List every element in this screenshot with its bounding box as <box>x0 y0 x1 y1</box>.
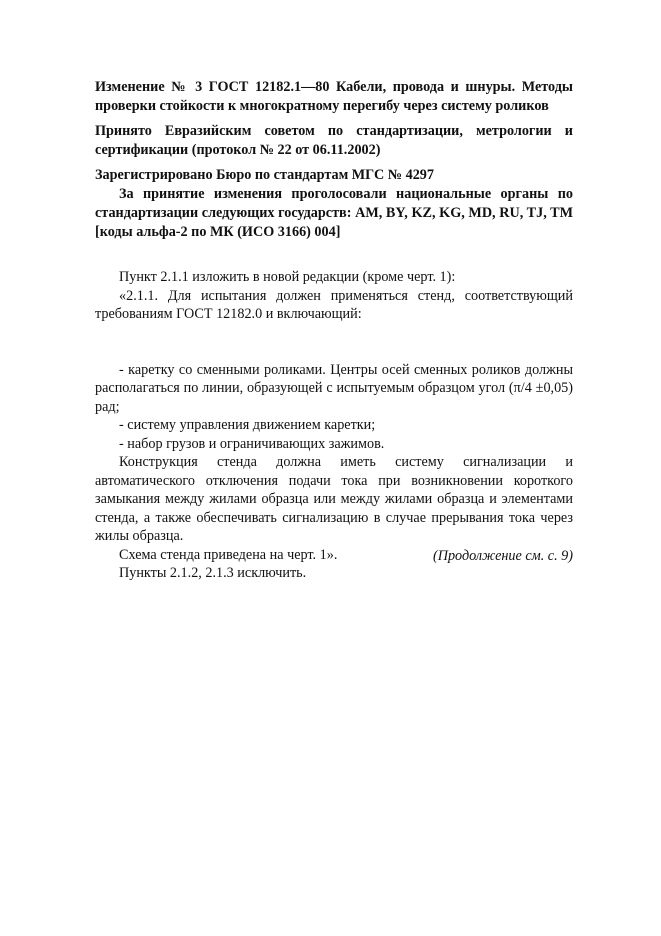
adoption-note: Принято Евразийским советом по стандартизации, метрологии и сертификации (протокол № 22 от 06.11.2002) <box>95 123 573 158</box>
paragraph-clause: «2.1.1. Для испытания должен применяться стенд, соответствующий требованиям ГОСТ 12182.0 и включающий: <box>95 287 573 322</box>
list-item-weights: - набор грузов и ограничивающих зажимов. <box>119 435 385 452</box>
continuation-note: (Продолжение см. с. 9) <box>432 548 573 564</box>
paragraph-scheme: Схема стенда приведена на черт. 1». <box>119 546 338 563</box>
document-page <box>95 78 573 583</box>
paragraph-exclude: Пункты 2.1.2, 2.1.3 исключить. <box>119 565 307 581</box>
blank-space <box>95 324 573 361</box>
list-item-control: - систему управления движением каретки; <box>119 417 376 433</box>
registration-note: Зарегистрировано Бюро по стандартам МГС № 4297 <box>95 167 434 183</box>
paragraph-intro: Пункт 2.1.1 изложить в новой редакции (кроме черт. 1): <box>119 269 456 285</box>
paragraph-construction: Конструкция стенда должна иметь систему сигнализации и автоматического отключения подачи тока при возникновении короткого замыкания между жилами образца или между жилами образца и элементами стенда, а также обеспечивать сигнализацию в случае прерывания тока через жилы образца. <box>95 454 573 544</box>
list-item-carriage: - каретку со сменными роликами. Центры осей сменных роликов должны располагаться по линии, образующей с испытуемым образцом угол (π/4 ±0,05) рад; <box>95 361 573 415</box>
voting-note: За принятие изменения проголосовали национальные органы по стандартизации следующих государств: AM, BY, KZ, KG, MD, RU, TJ, TM [коды альфа-2 по МК (ИСО 3166) 004] <box>95 186 573 240</box>
amendment-title: Изменение № 3 ГОСТ 12182.1—80 Кабели, провода и шнуры. Методы проверки стойкости к многократному перегибу через систему роликов <box>95 79 573 114</box>
